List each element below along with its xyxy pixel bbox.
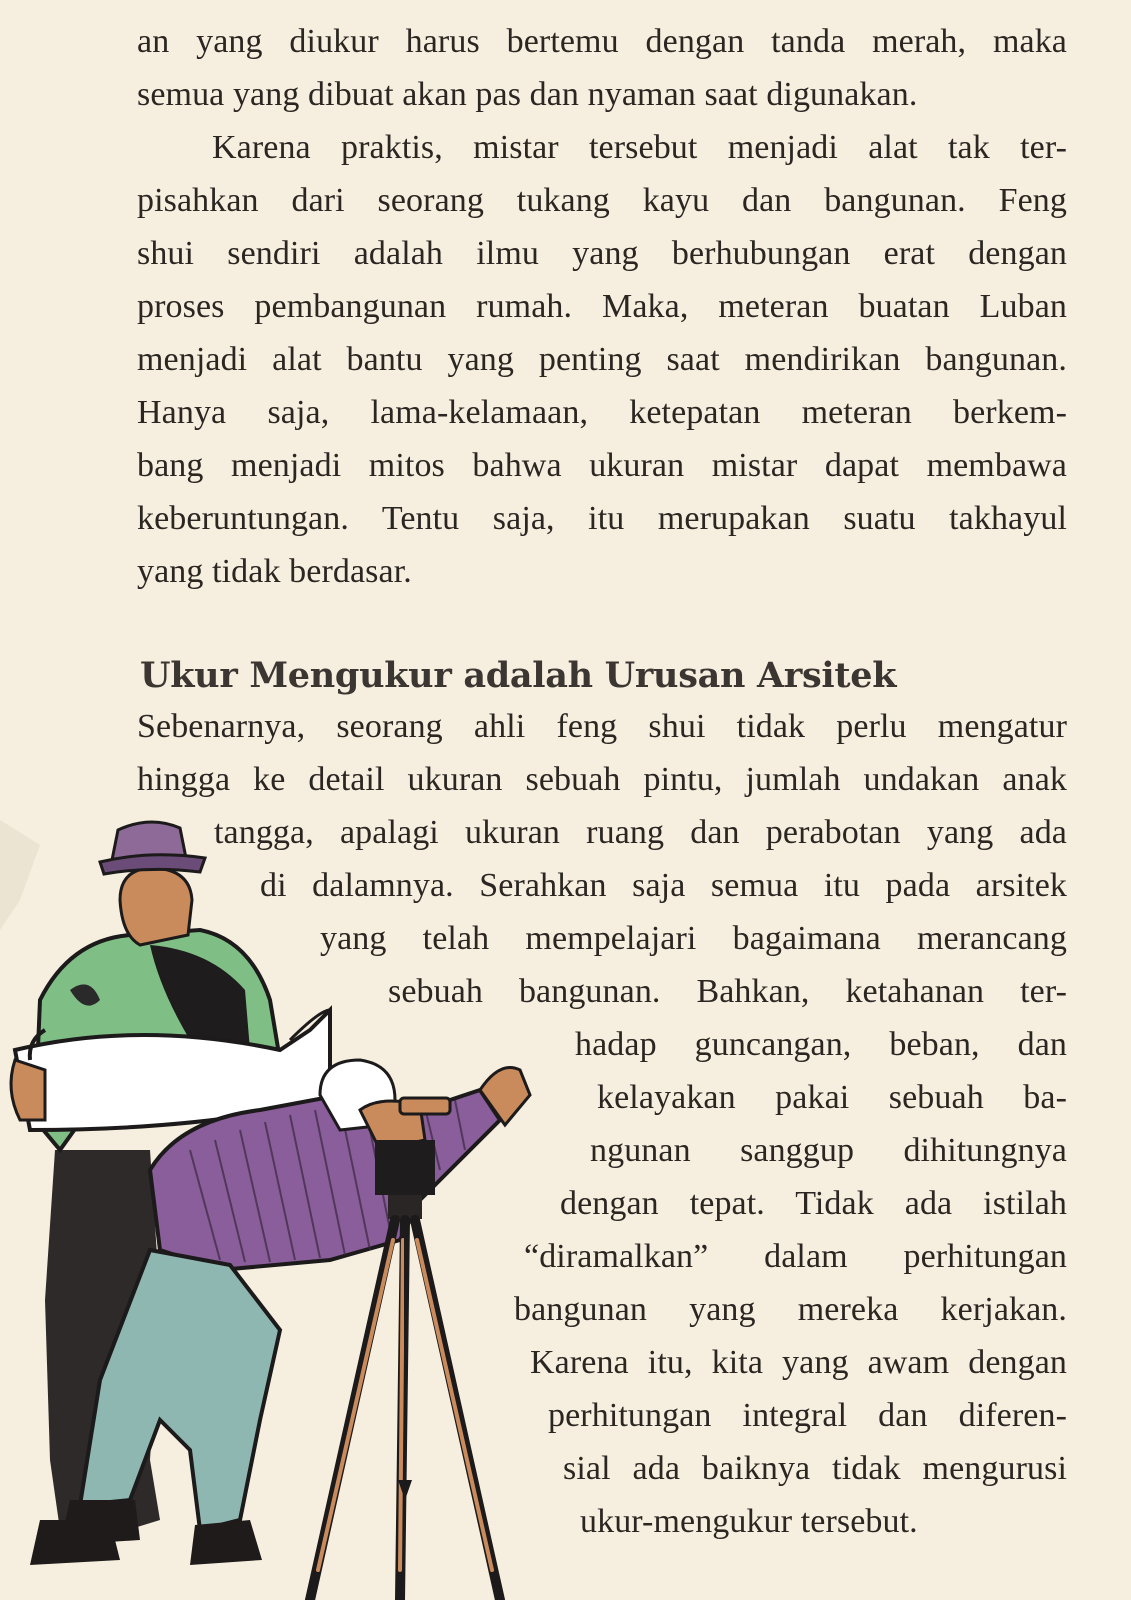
text-line: di dalamnya. Serahkan saja semua itu pada arsitek bbox=[260, 867, 1067, 904]
text-line: ukur-mengukur tersebut. bbox=[580, 1503, 918, 1540]
text-line: “diramalkan” dalam perhitungan bbox=[524, 1238, 1067, 1275]
text-line: bangunan yang mereka kerjakan. bbox=[514, 1291, 1067, 1328]
text-line: Sebenarnya, seorang ahli feng shui tidak perlu mengatur bbox=[137, 708, 1067, 745]
text-line: ngunan sanggup dihitungnya bbox=[590, 1132, 1067, 1169]
text-line: shui sendiri adalah ilmu yang berhubungan erat dengan bbox=[137, 235, 1067, 272]
surveyors-illustration bbox=[0, 820, 580, 1600]
text-line: keberuntungan. Tentu saja, itu merupakan suatu takhayul bbox=[137, 500, 1067, 537]
text-line: sial ada baiknya tidak mengurusi bbox=[563, 1450, 1067, 1487]
text-line: semua yang dibuat akan pas dan nyaman saat digunakan. bbox=[137, 76, 918, 113]
text-line: dengan tepat. Tidak ada istilah bbox=[560, 1185, 1067, 1222]
text-line: Karena praktis, mistar tersebut menjadi alat tak ter- bbox=[212, 129, 1067, 166]
text-line: bang menjadi mitos bahwa ukuran mistar dapat membawa bbox=[137, 447, 1067, 484]
text-line: Hanya saja, lama-kelamaan, ketepatan meteran berkem- bbox=[137, 394, 1067, 431]
text-line: perhitungan integral dan diferen- bbox=[548, 1397, 1067, 1434]
text-line: hingga ke detail ukuran sebuah pintu, jumlah undakan anak bbox=[137, 761, 1067, 798]
text-line: proses pembangunan rumah. Maka, meteran buatan Luban bbox=[137, 288, 1067, 325]
text-line: menjadi alat bantu yang penting saat mendirikan bangunan. bbox=[137, 341, 1067, 378]
section-heading: Ukur Mengukur adalah Urusan Arsitek bbox=[140, 655, 897, 696]
text-line: yang tidak berdasar. bbox=[137, 553, 412, 590]
text-line: an yang diukur harus bertemu dengan tanda merah, maka bbox=[137, 23, 1067, 60]
text-line: pisahkan dari seorang tukang kayu dan bangunan. Feng bbox=[137, 182, 1067, 219]
text-line: Karena itu, kita yang awam dengan bbox=[530, 1344, 1067, 1381]
text-line: tangga, apalagi ukuran ruang dan perabotan yang ada bbox=[214, 814, 1067, 851]
text-line: sebuah bangunan. Bahkan, ketahanan ter- bbox=[388, 973, 1067, 1010]
text-line: kelayakan pakai sebuah ba- bbox=[597, 1079, 1067, 1116]
text-line: hadap guncangan, beban, dan bbox=[575, 1026, 1067, 1063]
text-line: yang telah mempelajari bagaimana merancang bbox=[320, 920, 1067, 957]
